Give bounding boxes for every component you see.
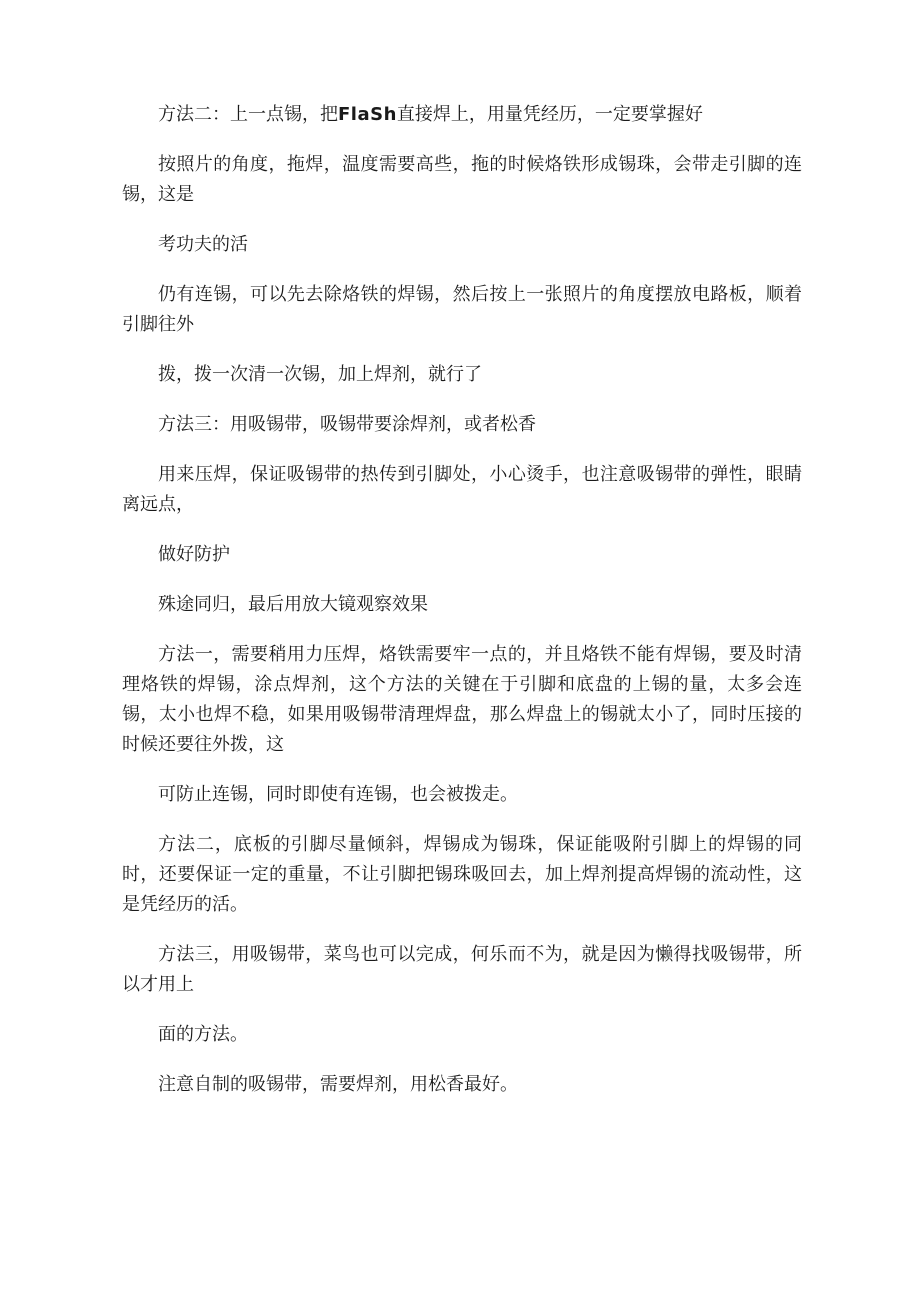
paragraph-text: 方法二：上一点锡，把 <box>158 104 338 125</box>
paragraph-method2-summary: 方法二，底板的引脚尽量倾斜，焊锡成为锡珠，保证能吸附引脚上的焊锡的同时，还要保证一定的重量，不让引脚把锡珠吸回去，加上焊剂提高焊锡的流动性，这是凭经历的活。 <box>122 834 802 915</box>
paragraph-final-note: 注意自制的吸锡带，需要焊剂，用松香最好。 <box>158 1074 518 1095</box>
paragraph-method3-heading: 方法三：用吸锡带，吸锡带要涂焊剂，或者松香 <box>158 414 536 435</box>
paragraph-method3-summary: 方法三，用吸锡带，菜鸟也可以完成，何乐而不为，就是因为懒得找吸锡带，所以才用上 <box>122 944 802 995</box>
paragraph: 做好防护 <box>158 544 230 565</box>
paragraph: 用来压焊，保证吸锡带的热传到引脚处，小心烫手，也注意吸锡带的弹性，眼睛离远点， <box>122 464 802 515</box>
flash-term: FlaSh <box>338 104 397 125</box>
paragraph-text: 直接焊上，用量凭经历，一定要掌握好 <box>396 104 703 125</box>
paragraph: 可防止连锡，同时即使有连锡，也会被拨走。 <box>158 784 518 805</box>
paragraph: 面的方法。 <box>158 1024 248 1045</box>
paragraph: 考功夫的活 <box>158 234 248 255</box>
paragraph: 按照片的角度，拖焊，温度需要高些，拖的时候烙铁形成锡珠，会带走引脚的连锡，这是 <box>122 154 802 205</box>
paragraph-method1-summary: 方法一，需要稍用力压焊，烙铁需要牢一点的，并且烙铁不能有焊锡，要及时清理烙铁的焊锡，涂点焊剂，这个方法的关键在于引脚和底盘的上锡的量，太多会连锡，太小也焊不稳，如果用吸锡带清理焊盘，那么焊盘上的锡就太小了，同时压接的时候还要往外拨，这 <box>122 644 802 755</box>
paragraph: 仍有连锡，可以先去除烙铁的焊锡，然后按上一张照片的角度摆放电路板，顺着引脚往外 <box>122 284 802 335</box>
paragraph-method2-heading <box>122 100 802 130</box>
paragraph: 殊途同归，最后用放大镜观察效果 <box>158 594 428 615</box>
paragraph: 拨，拨一次清一次锡，加上焊剂，就行了 <box>158 364 482 385</box>
